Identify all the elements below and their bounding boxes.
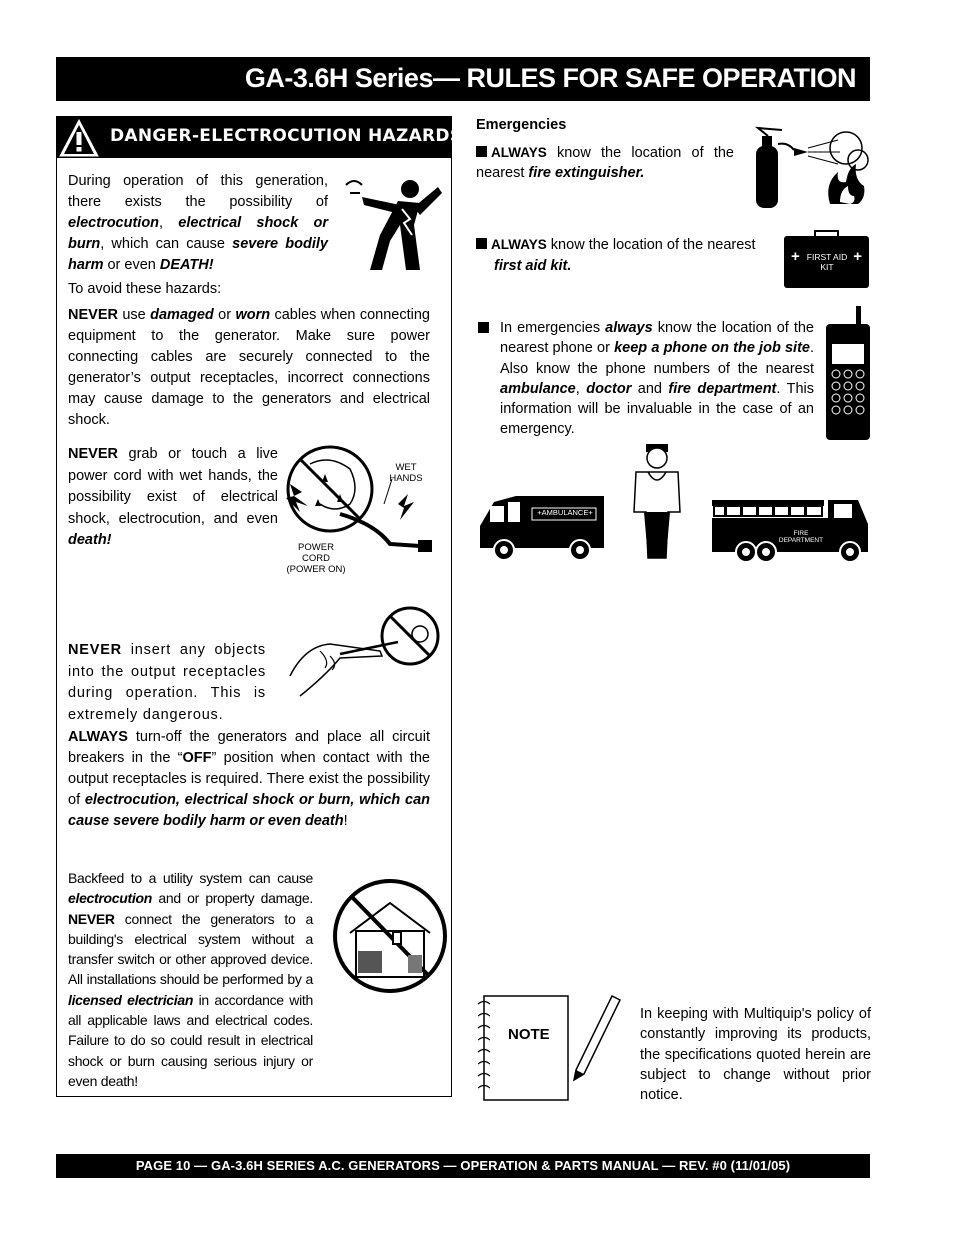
page-footer: PAGE 10 — GA-3.6H SERIES A.C. GENERATORS — OPERATION & PARTS MANUAL — REV. #0 (11/01/05) (56, 1154, 870, 1178)
cell-phone-icon (824, 306, 872, 442)
bullet-icon (476, 146, 487, 157)
danger-p5: Backfeed to a utility system can cause electrocution and or property damage. NEVER connect the generators to a building's electrical system without a transfer switch or other approved device. All installations should be performed by a licensed electrician in accordance with all applicable laws and electrical codes. Failure to do so could result in electrical shock or burn causing serious injury or even death! (68, 870, 313, 1089)
ambulance-icon (476, 490, 608, 562)
emergency-item-phone: In emergencies always know the location of the nearest phone or keep a phone on the job site. Also know the phone numbers of the nearest ambulance, doctor and fire department. This information will be invaluable in the case of an emergency. (476, 318, 814, 440)
bullet-icon (476, 238, 487, 249)
ambulance-label: +AMBULANCE+ (537, 508, 593, 517)
fire-extinguisher-icon (748, 124, 872, 212)
emergency-item-extinguisher: ALWAYS know the location of the nearest fire extinguisher. (476, 145, 734, 181)
avoid-text: To avoid these hazards: (68, 281, 222, 297)
no-insert-object-illustration (280, 606, 445, 706)
fire-truck-icon (710, 490, 872, 564)
page-title: GA-3.6H Series— RULES FOR SAFE OPERATION (56, 57, 870, 101)
danger-title: DANGER-ELECTROCUTION HAZARDS (110, 126, 463, 146)
warning-triangle-icon (58, 118, 100, 158)
danger-p2: NEVER grab or touch a live power cord with wet hands, the possibility exist of electrical shock, electrocution, and even death! (68, 446, 278, 548)
note-text: In keeping with Multiquip's policy of constantly improving its products, the specifications quoted herein are subject to change without prior notice. (640, 1006, 871, 1104)
doctor-icon (630, 442, 684, 560)
first-aid-label: FIRST AID KIT (806, 252, 848, 272)
electrocution-person-icon (340, 175, 450, 275)
emergencies-heading: Emergencies (476, 117, 567, 133)
danger-p4: ALWAYS turn-off the generators and place all circuit breakers in the “OFF” position when contact with the output receptacles is required. There exist the possibility of electrocution, electrical shock or burn, which can cause severe bodily harm or even death! (68, 729, 430, 829)
note-label: NOTE (508, 1026, 550, 1043)
danger-intro: During operation of this generation, there exists the possibility of electrocution, electrical shock or burn, which can cause severe bodily harm or even DEATH! (68, 173, 329, 273)
first-aid-kit-icon: + + FIRST AID KIT (784, 236, 869, 288)
no-backfeed-house-illustration (332, 873, 448, 999)
danger-p1: NEVER use damaged or worn cables when connecting equipment to the generator. Make sure power connecting cables are securely connected to the generator’s output receptacles, incorrect connections may cause damage to the generators and electrical shock. (68, 307, 430, 428)
danger-p3: NEVER insert any objects into the output receptacles during operation. This is extremely dangerous. (68, 642, 266, 723)
fire-department-label: FIRE DEPARTMENT (778, 530, 824, 544)
power-cord-label: POWER CORD (POWER ON) (286, 542, 346, 575)
bullet-icon (478, 322, 489, 333)
wet-hands-label: WET HANDS (389, 462, 423, 484)
emergency-item-first-aid: ALWAYS know the location of the nearest first aid kit. (476, 234, 776, 277)
note-notepad-icon (474, 990, 634, 1102)
